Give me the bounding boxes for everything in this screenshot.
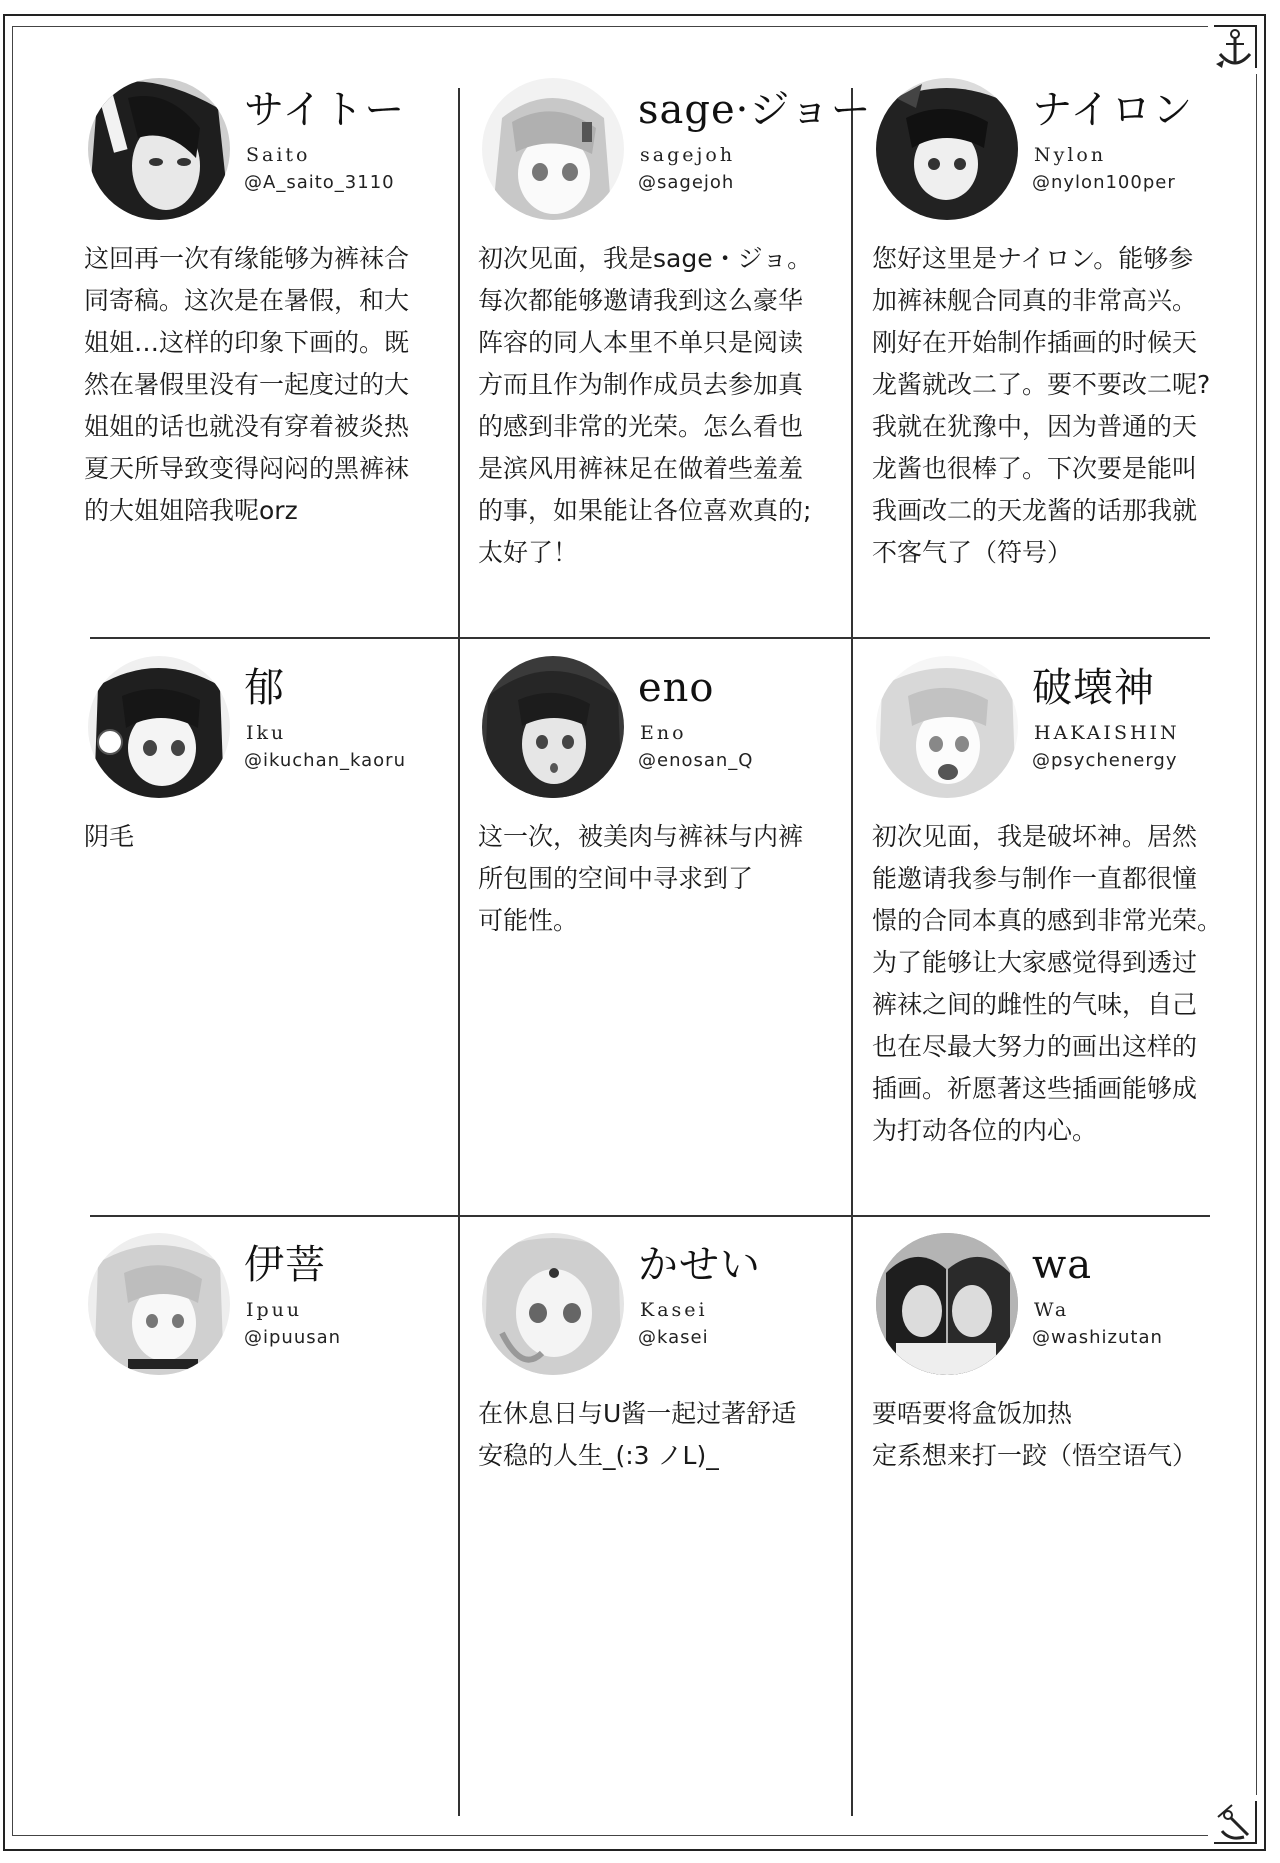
- comment-line: 可能性。: [478, 906, 579, 935]
- comment-line: 阵容的同人本里不单只是阅读: [478, 328, 804, 357]
- comment-line: 裤袜之间的雌性的气味，自己: [872, 990, 1198, 1019]
- comment-line: 龙酱也很棒了。下次要是能叫: [872, 454, 1198, 483]
- avatar: [482, 656, 624, 798]
- comment-line: 为了能够让大家感觉得到透过: [872, 948, 1198, 977]
- artist-name: wa: [1032, 1242, 1093, 1288]
- comment-line: 这一次，被美肉与裤袜与内裤: [478, 822, 804, 851]
- artist-twitter-handle: @kasei: [638, 1327, 709, 1348]
- comment-line: 憬的合同本真的感到非常光荣。: [872, 906, 1223, 935]
- comment-line: 定系想来打一跤（悟空语气）: [872, 1441, 1198, 1470]
- comment-line: 姐姐…这样的印象下画的。既: [84, 328, 410, 357]
- column-divider: [458, 88, 460, 1816]
- artist-romaji: HAKAISHIN: [1034, 722, 1180, 744]
- artist-twitter-handle: @psychenergy: [1032, 750, 1178, 771]
- artist-romaji: Kasei: [640, 1299, 708, 1321]
- comment-line: 初次见面，我是破坏神。居然: [872, 822, 1198, 851]
- artist-twitter-handle: @ipuusan: [244, 1327, 342, 1348]
- artist-comment: [84, 816, 429, 858]
- comment-line: 我就在犹豫中，因为普通的天: [872, 412, 1198, 441]
- row-divider: [90, 1215, 1210, 1217]
- artist-comment: [872, 238, 1217, 574]
- comment-line: 的事，如果能让各位喜欢真的;: [478, 496, 812, 525]
- comment-line: 初次见面，我是sage・ジョ。: [478, 244, 813, 273]
- artist-name: eno: [638, 665, 715, 711]
- comment-line: 我画改二的天龙酱的话那我就: [872, 496, 1198, 525]
- comment-line: 是滨风用裤袜足在做着些羞羞: [478, 454, 804, 483]
- artist-comment: [478, 238, 823, 574]
- artist-romaji: Ipuu: [246, 1299, 303, 1321]
- comment-line: 阴毛: [84, 822, 135, 851]
- artist-comment: [872, 816, 1223, 1152]
- artist-comment: [478, 816, 823, 942]
- comment-line: 的感到非常的光荣。怎么看也: [478, 412, 804, 441]
- comment-line: 方而且作为制作成员去参加真: [478, 370, 804, 399]
- comment-line: 太好了！: [478, 538, 579, 567]
- artist-name: ナイロン: [1032, 87, 1194, 133]
- comment-line: 夏天所导致变得闷闷的黑裤袜: [84, 454, 410, 483]
- comment-line: 安稳的人生_(:3 ノL)_: [478, 1441, 719, 1470]
- avatar: [88, 656, 230, 798]
- comment-line: 龙酱就改二了。要不要改二呢?: [872, 370, 1211, 399]
- artist-comment: [478, 1393, 823, 1477]
- artist-comment: [84, 238, 429, 532]
- artist-twitter-handle: @A_saito_3110: [244, 172, 395, 193]
- comment-line: 每次都能够邀请我到这么豪华: [478, 286, 804, 315]
- anchor-ornament-icon: [1208, 20, 1262, 74]
- artist-name: 郁: [244, 665, 285, 711]
- artist-romaji: Eno: [640, 722, 687, 744]
- avatar: [876, 78, 1018, 220]
- comment-line: 您好这里是ナイロン。能够参: [872, 244, 1194, 273]
- avatar: [876, 1233, 1018, 1375]
- comment-line: 这回再一次有缘能够为裤袜合: [84, 244, 410, 273]
- comment-line: 的大姐姐陪我呢orz: [84, 496, 298, 525]
- comment-line: 所包围的空间中寻求到了: [478, 864, 754, 893]
- artist-twitter-handle: @enosan_Q: [638, 750, 754, 771]
- avatar: [482, 1233, 624, 1375]
- artist-twitter-handle: @ikuchan_kaoru: [244, 750, 406, 771]
- comment-line: 插画。祈愿著这些插画能够成: [872, 1074, 1198, 1103]
- comment-line: 加裤袜舰合同真的非常高兴。: [872, 286, 1198, 315]
- artist-name: 破壊神: [1032, 665, 1155, 711]
- artist-twitter-handle: @sagejoh: [638, 172, 735, 193]
- artist-twitter-handle: @nylon100per: [1032, 172, 1176, 193]
- comment-line: 然在暑假里没有一起度过的大: [84, 370, 410, 399]
- comment-line: 在休息日与U酱一起过著舒适: [478, 1399, 797, 1428]
- comment-line: 要唔要将盒饭加热: [872, 1399, 1073, 1428]
- comment-line: 也在尽最大努力的画出这样的: [872, 1032, 1198, 1061]
- avatar: [88, 78, 230, 220]
- artist-comment: [872, 1393, 1217, 1477]
- artist-romaji: Wa: [1034, 1299, 1070, 1321]
- comment-line: 刚好在开始制作插画的时候天: [872, 328, 1198, 357]
- avatar: [482, 78, 624, 220]
- avatar: [88, 1233, 230, 1375]
- artist-romaji: sagejoh: [640, 144, 736, 166]
- artist-romaji: Iku: [246, 722, 287, 744]
- artist-name: かせい: [638, 1242, 761, 1288]
- artist-name: サイトー: [244, 87, 406, 133]
- artist-romaji: Saito: [246, 144, 311, 166]
- column-divider: [851, 88, 853, 1816]
- artist-romaji: Nylon: [1034, 144, 1107, 166]
- comment-line: 不客气了（符号）: [872, 538, 1073, 567]
- comment-line: 同寄稿。这次是在暑假，和大: [84, 286, 410, 315]
- anchor-ornament-icon: [1208, 1795, 1262, 1849]
- comment-line: 为打动各位的内心。: [872, 1116, 1098, 1145]
- comment-line: 能邀请我参与制作一直都很憧: [872, 864, 1198, 893]
- artist-twitter-handle: @washizutan: [1032, 1327, 1163, 1348]
- avatar: [876, 656, 1018, 798]
- artist-name: 伊菩: [244, 1242, 326, 1288]
- artist-name: sage·ジョー: [638, 87, 872, 133]
- comment-line: 姐姐的话也就没有穿着被炎热: [84, 412, 410, 441]
- row-divider: [90, 637, 1210, 639]
